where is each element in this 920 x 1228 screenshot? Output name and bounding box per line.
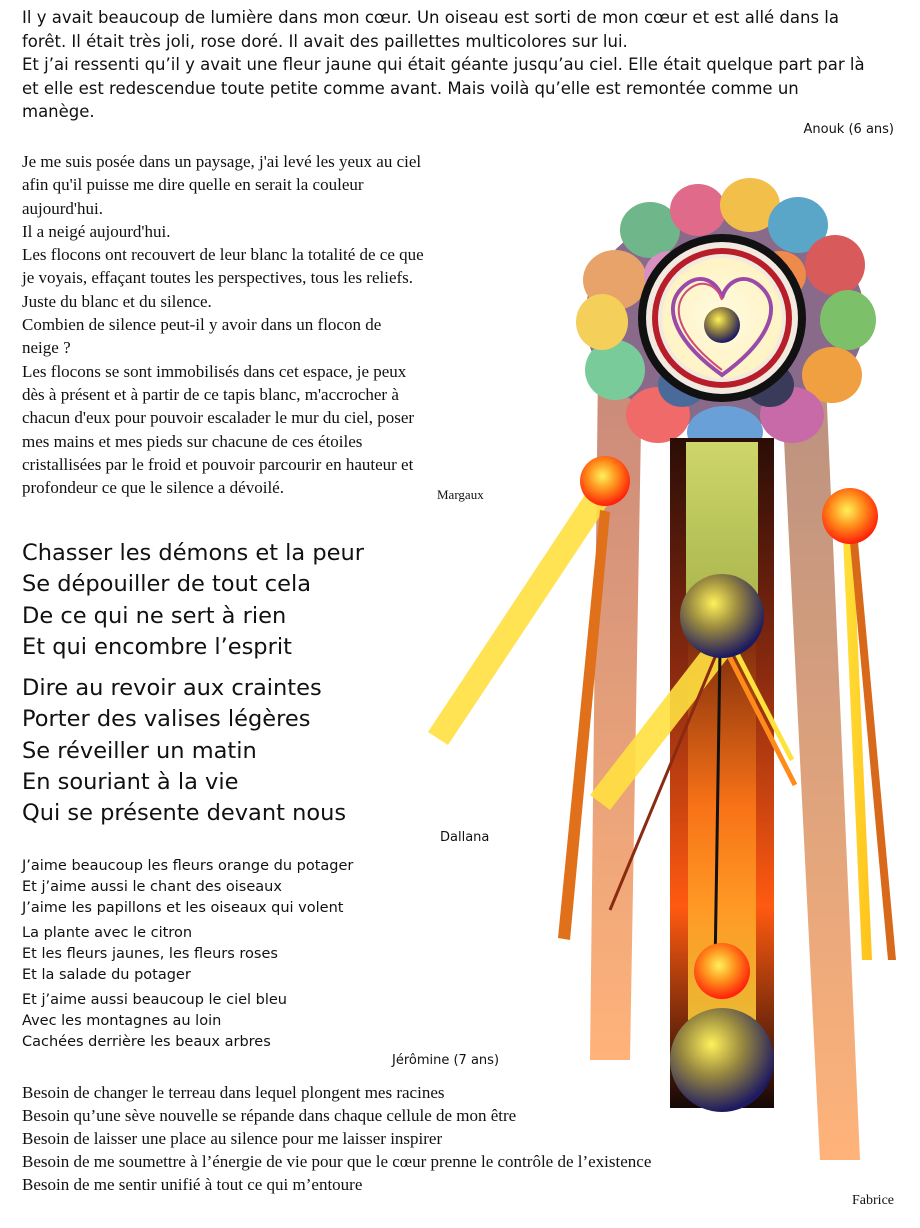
poem-line: La plante avec le citron bbox=[22, 925, 193, 941]
text-line: Les flocons ont recouvert de leur blanc la totalité de ce que bbox=[22, 245, 424, 265]
author-fabrice: Fabrice bbox=[852, 1193, 894, 1208]
author-dallana: Dallana bbox=[440, 830, 490, 845]
poem-line: Se réveiller un matin bbox=[22, 737, 257, 764]
orb-lower-orange bbox=[694, 943, 750, 999]
poem-line: J’aime beaucoup les fleurs orange du potager bbox=[22, 858, 354, 874]
poem-line: Se dépouiller de tout cela bbox=[22, 571, 312, 598]
poem-line: Et j’aime aussi beaucoup le ciel bleu bbox=[22, 992, 287, 1008]
text-line: Il a neigé aujourd'hui. bbox=[22, 221, 171, 241]
text-line: Juste du blanc et du silence. bbox=[22, 291, 212, 311]
author-margaux: Margaux bbox=[437, 487, 484, 502]
text-line: chacun d'eux pour pouvoir escalader le mur du ciel, poser bbox=[22, 408, 415, 428]
text-line: Besoin de changer le terreau dans lequel plongent mes racines bbox=[22, 1083, 445, 1102]
text-line: mes mains et mes pieds sur chacune de ces étoiles bbox=[22, 431, 363, 451]
text-line: Et j’ai ressenti qu’il y avait une fleur jaune qui était géante jusqu’au ciel. Elle était quelque part par là bbox=[22, 55, 865, 74]
poem-line: Cachées derrière les beaux arbres bbox=[22, 1034, 271, 1050]
text-line: afin qu'il puisse me dire quelle en serait la couleur bbox=[22, 175, 364, 195]
text-line: cristallisées par le froid et pouvoir parcourir en hauteur et bbox=[22, 454, 414, 474]
text-line: Il y avait beaucoup de lumière dans mon cœur. Un oiseau est sorti de mon cœur et est allé dans la bbox=[22, 8, 839, 27]
poem-line: Qui se présente devant nous bbox=[22, 800, 347, 827]
text-line: Combien de silence peut-il y avoir dans un flocon de bbox=[22, 315, 382, 335]
poem-line: Et j’aime aussi le chant des oiseaux bbox=[22, 879, 282, 895]
author-jeromine: Jérômine (7 ans) bbox=[392, 1053, 500, 1068]
poem-line: En souriant à la vie bbox=[22, 769, 239, 796]
heart-orb bbox=[704, 307, 740, 343]
orb-center bbox=[680, 574, 764, 658]
text-line: Besoin de me soumettre à l’énergie de vie pour que le cœur prenne le contrôle de l’existence bbox=[22, 1152, 652, 1171]
text-anouk bbox=[22, 6, 894, 124]
text-line: Les flocons se sont immobilisés dans cet espace, je peux bbox=[22, 361, 407, 381]
poem-line: Avec les montagnes au loin bbox=[22, 1013, 222, 1029]
poem-line: De ce qui ne sert à rien bbox=[22, 602, 287, 629]
flower-artwork bbox=[420, 170, 900, 1160]
poem-line: Et les fleurs jaunes, les fleurs roses bbox=[22, 946, 278, 962]
text-line: Besoin de laisser une place au silence pour me laisser inspirer bbox=[22, 1129, 443, 1148]
text-line: aujourd'hui. bbox=[22, 198, 103, 218]
text-line: forêt. Il était très joli, rose doré. Il avait des paillettes multicolores sur lui. bbox=[22, 31, 628, 51]
poem-line: Porter des valises légères bbox=[22, 706, 311, 733]
poem-line: Et qui encombre l’esprit bbox=[22, 633, 292, 660]
text-line: profondeur ce que le silence a dévoilé. bbox=[22, 478, 284, 498]
text-line: Besoin de me sentir unifié à tout ce qui m’entoure bbox=[22, 1175, 363, 1194]
text-line: manège. bbox=[22, 102, 95, 121]
heart-medallion bbox=[638, 234, 806, 402]
orb-top-left bbox=[580, 456, 630, 506]
author-anouk: Anouk (6 ans) bbox=[803, 122, 894, 137]
poem-line: Dire au revoir aux craintes bbox=[22, 675, 322, 702]
text-line: et elle est redescendue toute petite comme avant. Mais voilà qu’elle est remontée comme un bbox=[22, 78, 799, 98]
text-line: dès à présent et à partir de ce tapis blanc, m'accrocher à bbox=[22, 384, 399, 404]
poem-line: Chasser les démons et la peur bbox=[22, 540, 365, 566]
poem-line: Et la salade du potager bbox=[22, 967, 191, 983]
orb-bottom bbox=[670, 1008, 774, 1112]
poem-line: J’aime les papillons et les oiseaux qui volent bbox=[22, 900, 344, 916]
orb-top-right bbox=[822, 488, 878, 544]
text-line: Besoin qu’une sève nouvelle se répande dans chaque cellule de mon être bbox=[22, 1106, 517, 1125]
text-line: neige ? bbox=[22, 338, 71, 358]
text-line: je voyais, effaçant toutes les perspectives, tous les reliefs. bbox=[22, 268, 414, 288]
text-line: Je me suis posée dans un paysage, j'ai levé les yeux au ciel bbox=[22, 152, 422, 171]
